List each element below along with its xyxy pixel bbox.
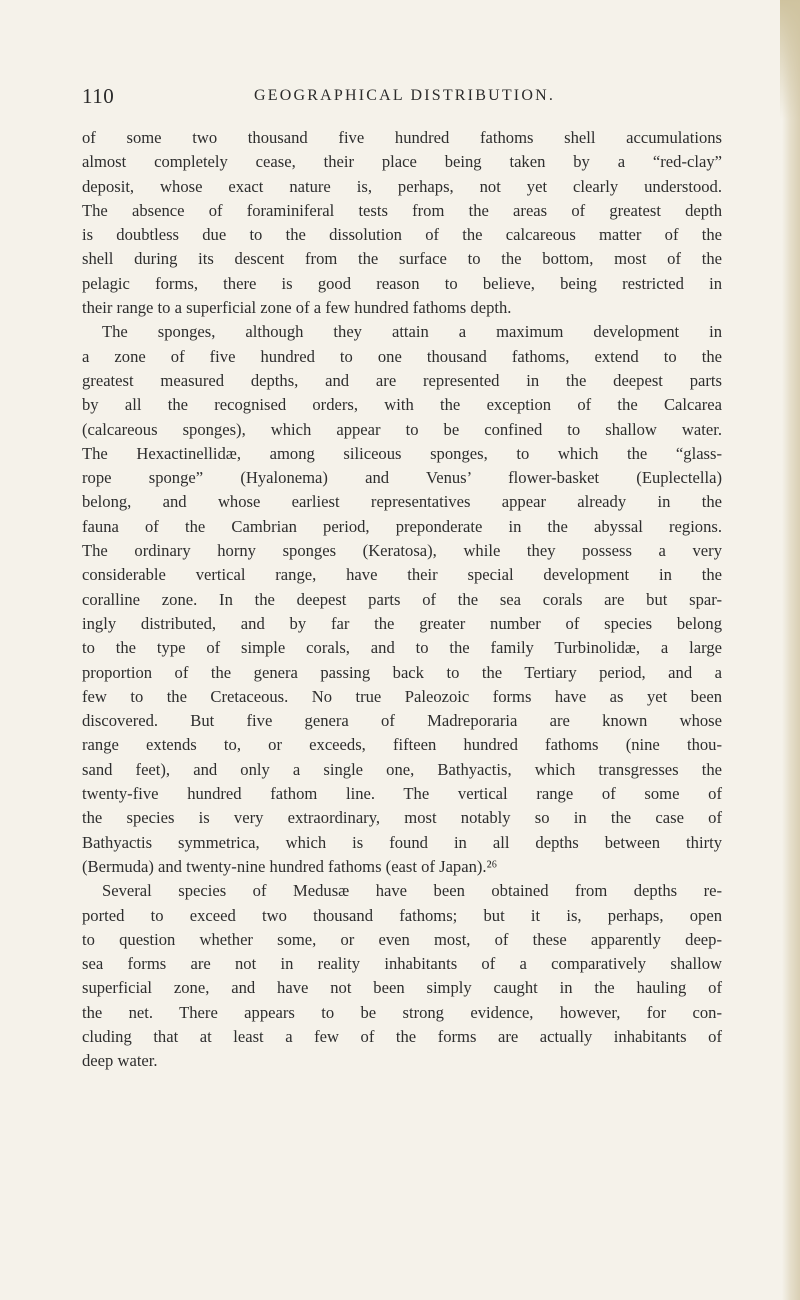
text-line: a zone of five hundred to one thousand fathoms, extend to the xyxy=(82,346,722,366)
text-line: ingly distributed, and by far the greater number of species belong xyxy=(82,613,722,633)
text-line: The absence of foraminiferal tests from the areas of greatest depth xyxy=(82,200,722,220)
text-line: deposit, whose exact nature is, perhaps, not yet clearly understood. xyxy=(82,176,722,196)
text-line: Several species of Medusæ have been obtained from depths re- xyxy=(102,881,722,901)
text-line: sea forms are not in reality inhabitants of a comparatively shallow xyxy=(82,954,722,974)
text-line: proportion of the genera passing back to the Tertiary period, and a xyxy=(82,662,722,682)
text-line: (calcareous sponges), which appear to be confined to shallow water. xyxy=(82,419,722,439)
text-line: cluding that at least a few of the forms are actually inhabitants of xyxy=(82,1026,722,1046)
running-title: GEOGRAPHICAL DISTRIBUTION. xyxy=(254,87,556,104)
text-line: few to the Cretaceous. No true Paleozoic forms have as yet been xyxy=(82,686,722,706)
text-line: to question whether some, or even most, of these apparently deep- xyxy=(82,929,722,949)
text-line: (Bermuda) and twenty-nine hundred fathoms (east of Japan).²⁶ xyxy=(82,856,498,876)
text-line: their range to a superficial zone of a few hundred fathoms depth. xyxy=(82,298,512,318)
text-line: twenty-five hundred fathom line. The vertical range of some of xyxy=(82,784,722,804)
text-line: the species is very extraordinary, most notably so in the case of xyxy=(82,808,722,828)
text-line: the net. There appears to be strong evidence, however, for con- xyxy=(82,1002,722,1022)
text-line: is doubtless due to the dissolution of the calcareous matter of the xyxy=(82,225,722,245)
text-line: by all the recognised orders, with the exception of the Calcarea xyxy=(82,395,722,415)
text-line: considerable vertical range, have their special development in the xyxy=(82,565,722,585)
text-line: rope sponge” (Hyalonema) and Venus’ flower-basket (Euplectella) xyxy=(82,468,722,488)
text-line: superficial zone, and have not been simply caught in the hauling of xyxy=(82,978,722,998)
text-line: pelagic forms, there is good reason to believe, being restricted in xyxy=(82,273,722,293)
text-line: to the type of simple corals, and to the family Turbinolidæ, a large xyxy=(82,638,722,658)
text-line: Bathyactis symmetrica, which is found in all depths between thirty xyxy=(82,832,722,852)
text-line: ported to exceed two thousand fathoms; but it is, perhaps, open xyxy=(82,905,722,925)
body-text xyxy=(82,126,722,1074)
text-line: fauna of the Cambrian period, preponderate in the abyssal regions. xyxy=(82,516,722,536)
text-line: belong, and whose earliest representatives appear already in the xyxy=(82,492,722,512)
text-line: range extends to, or exceeds, fifteen hundred fathoms (nine thou- xyxy=(82,735,722,755)
page-number: 110 xyxy=(82,84,115,108)
page-edge-shadow xyxy=(782,0,800,1300)
page-edge-stain xyxy=(780,0,800,120)
text-line: shell during its descent from the surface to the bottom, most of the xyxy=(82,249,722,269)
text-line: almost completely cease, their place being taken by a “red-clay” xyxy=(82,152,722,172)
text-line: coralline zone. In the deepest parts of the sea corals are but spar- xyxy=(82,589,722,609)
text-line: greatest measured depths, and are represented in the deepest parts xyxy=(82,370,722,390)
text-line: The ordinary horny sponges (Keratosa), while they possess a very xyxy=(82,541,722,561)
text-line: The Hexactinellidæ, among siliceous sponges, to which the “glass- xyxy=(82,443,722,463)
text-line: sand feet), and only a single one, Bathyactis, which transgresses the xyxy=(82,759,722,779)
text-line: of some two thousand five hundred fathoms shell accumulations xyxy=(82,128,722,147)
text-line: deep water. xyxy=(82,1051,158,1071)
text-line: discovered. But five genera of Madreporaria are known whose xyxy=(82,711,722,731)
text-line: The sponges, although they attain a maximum development in xyxy=(102,322,722,342)
running-head xyxy=(82,84,722,114)
